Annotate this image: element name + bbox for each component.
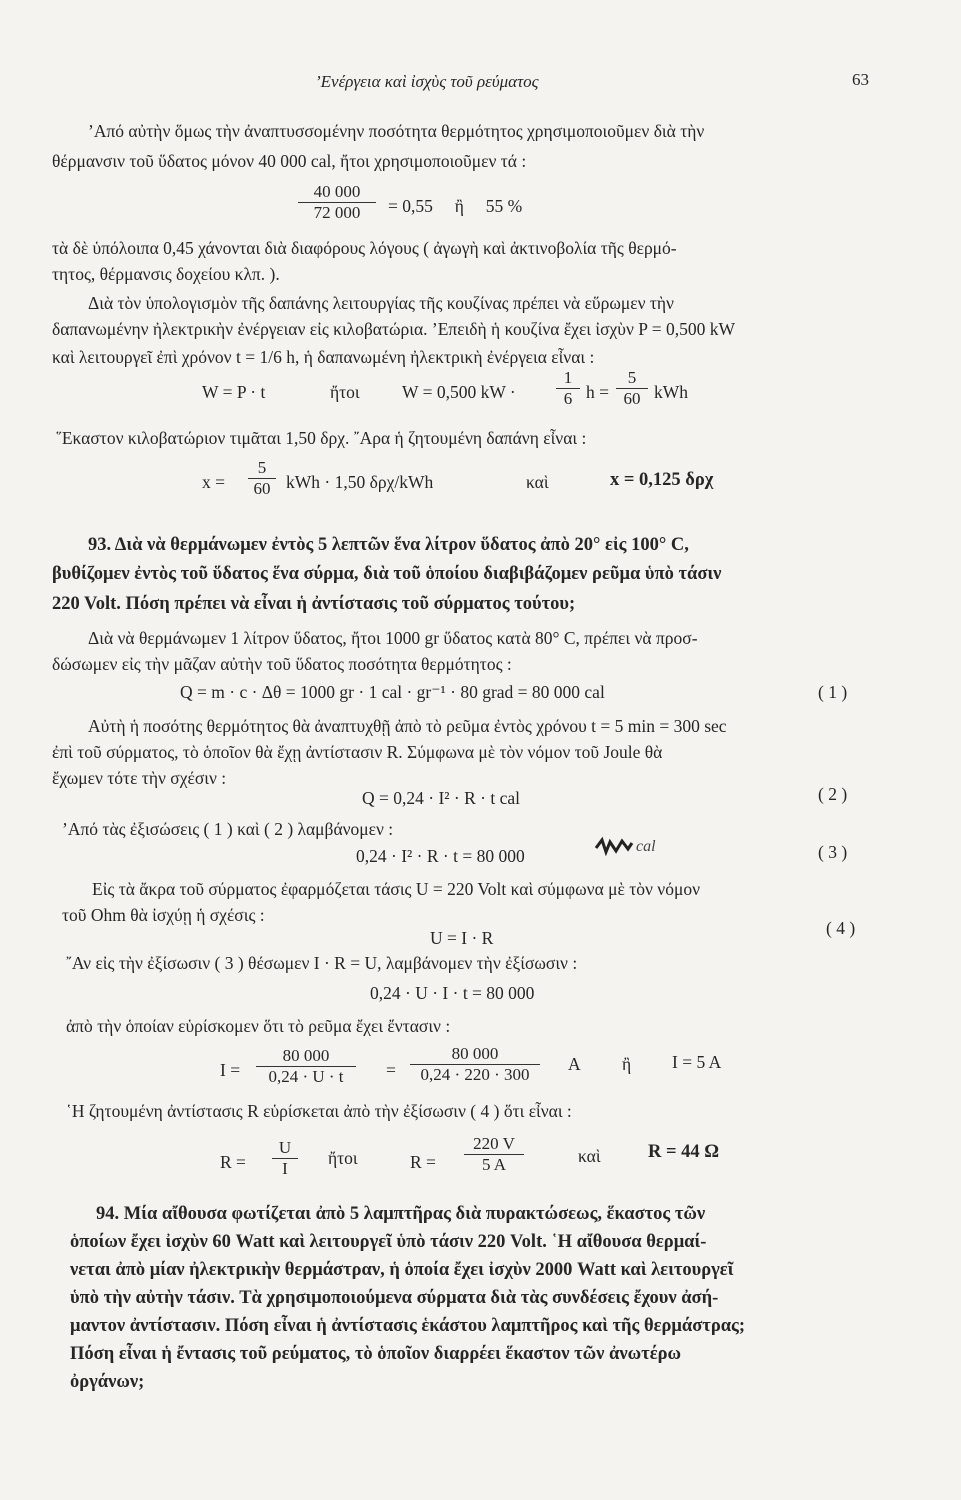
fraction-numerator: U [272,1138,298,1159]
problem-93-line: 93. Διὰ νὰ θερμάνωμεν ἐντὸς 5 λεπτῶν ἕνα λίτρον ὕδατος ἀπὸ 20° εἰς 100° C, [88,535,689,555]
text-line: δαπανωμένην ἠλεκτρικὴν ἐνέργειαν εἰς κιλοβατώρια. ’Επειδὴ ἡ κουζίνα ἔχει ἰσχὺν P = 0,500 kW [52,319,735,339]
efficiency-fraction [298,182,376,223]
text-line: ῎Αν εἰς τὴν ἐξίσωσιν ( 3 ) θέσωμεν I · R = U, λαμβάνομεν τὴν ἐξίσωσιν : [66,953,578,973]
fraction-numerator: 80 000 [410,1044,540,1065]
text-line: δώσωμεν εἰς τὴν μᾶζαν αὐτὴν τοῦ ὕδατος ποσότητα θερμότητος : [52,654,512,674]
cost-formula: kWh · 1,50 δρχ/kWh [286,472,434,492]
text-line: ’Από αὐτὴν ὅμως τὴν ἀναπτυσσομένην ποσότητα θερμότητος χρησιμοποιοῦμεν διὰ τὴν [88,121,705,141]
problem-94-line: ὑπὸ τὴν αὐτὴν τάσιν. Τὰ χρησιμοποιούμενα σύρματα διὰ τὰς συνδέσεις ἔχουν ἀσή- [70,1288,719,1308]
text-line: ῾Η ζητουμένη ἀντίστασις R εὑρίσκεται ἀπὸ τὴν ἐξίσωσιν ( 4 ) ὅτι εἶναι : [66,1101,572,1121]
resistance-calc: R = [410,1152,436,1172]
problem-93-line: 220 Volt. Πόση πρέπει νὰ εἶναι ἡ ἀντίστασις τοῦ σύρματος τούτου; [52,594,576,614]
equation-3-number: ( 3 ) [818,842,848,862]
text-line: ῞Εκαστον κιλοβατώριον τιμᾶται 1,50 δρχ. ῎Αρα ἡ ζητουμένη δαπάνη εἶναι : [56,428,587,448]
fraction-denominator: 6 [563,389,573,408]
handwritten-note: cal [636,838,656,855]
energy-calc: W = 0,500 kW · [402,382,516,402]
current-fraction-2 [410,1044,540,1085]
equation-3: 0,24 · I² · R · t = 80 000 [356,846,525,866]
one-sixth-fraction [556,368,580,409]
equation-5: 0,24 · U · I · t = 80 000 [370,983,535,1003]
current-result: I = 5 A [672,1052,722,1072]
text-line: τοῦ Ohm θὰ ἰσχύῃ ἡ σχέσις : [62,905,265,925]
fraction-denominator: 0,24 · 220 · 300 [420,1065,530,1084]
energy-formula: W = P · t [202,382,266,402]
running-header: ’Ενέργεια καὶ ἰσχὺς τοῦ ρεύματος [315,72,539,91]
equation-2-number: ( 2 ) [818,784,848,804]
ink-scribble [594,836,634,858]
kai-word: καὶ [526,472,549,492]
problem-93-line: βυθίζομεν ἐντὸς τοῦ ὕδατος ἕνα σύρμα, διὰ τοῦ ὁποίου διαβιβάζομεν ρεῦμα ὑπὸ τάσιν [52,564,722,584]
problem-94-line: ὁποίων ἔχει ἰσχὺν 60 Watt καὶ λειτουργεῖ ὑπὸ τάσιν 220 Volt. ῾Η αἴθουσα θερμαί- [70,1232,707,1252]
hour-unit: h = [586,382,609,402]
text-line: ἐπὶ τοῦ σύρματος, τὸ ὁποῖον θὰ ἔχῃ ἀντίστασιν R. Σύμφωνα μὲ τὸν νόμον τοῦ Joule θὰ [52,742,663,762]
problem-94-line: νεται ἀπὸ μίαν ἠλεκτρικὴν θερμάστραν, ἡ ὁποία ἔχει ἰσχὺν 2000 Watt καὶ λειτουργεῖ [70,1260,734,1280]
cost-formula-left: x = [202,472,225,492]
equation-2: Q = 0,24 · I² · R · t cal [362,788,520,808]
problem-94-line: Πόση εἶναι ἡ ἔντασις τοῦ ρεύματος, τὸ ὁποῖον διαρρέει ἕκαστον τῶν ἀνωτέρω [70,1344,682,1364]
equation-1: Q = m · c · Δθ = 1000 gr · 1 cal · gr⁻¹ · 80 grad = 80 000 cal [180,682,605,702]
current-fraction-1 [256,1046,356,1087]
equation-1-number: ( 1 ) [818,682,848,702]
resistance-formula-left: R = [220,1152,246,1172]
fraction-denominator: I [282,1159,288,1178]
text-line: καὶ λειτουργεῖ ἐπὶ χρόνον t = 1/6 h, ἡ δαπανωμένη ἠλεκτρικὴ ἐνέργεια εἶναι : [52,347,595,367]
problem-94-line: ὀργάνων; [70,1372,145,1392]
fraction-numerator: 5 [616,368,648,389]
equation-4: U = I · R [430,928,494,948]
kwh-unit: kWh [654,382,689,402]
text-line: Διὰ τὸν ὑπολογισμὸν τῆς δαπάνης λειτουργίας τῆς κουζίνας πρέπει νὰ εὕρωμεν τὴν [88,293,674,313]
five-sixtieths-fraction [616,368,648,409]
text-line: ἔχωμεν τότε τὴν σχέσιν : [52,768,227,788]
fraction-denominator: 60 [253,479,271,498]
text-line: Εἰς τὰ ἄκρα τοῦ σύρματος ἐφαρμόζεται τάσις U = 220 Volt καὶ σύμφωνα μὲ τὸν νόμον [92,879,700,899]
fraction-numerator: 40 000 [298,182,376,203]
fraction-denominator: 0,24 · U · t [268,1067,344,1086]
fraction-numerator: 80 000 [256,1046,356,1067]
text-line: ’Από τὰς ἐξισώσεις ( 1 ) καὶ ( 2 ) λαμβάνομεν : [62,819,394,839]
page-number: 63 [852,70,869,89]
fraction-numerator: 220 V [464,1134,524,1155]
fraction-denominator: 72 000 [313,203,361,222]
etoi-word: ἤτοι [330,382,360,402]
problem-94-line: μαντον ἀντίστασιν. Πόση εἶναι ἡ ἀντίστασις ἑκάστου λαμπτῆρος καὶ τῆς θερμάστρας; [70,1316,746,1336]
ampere-unit: A [568,1054,581,1074]
text-line: τητος, θέρμανσις δοχείου κλπ. ). [52,264,280,284]
kai-word: καὶ [578,1146,601,1166]
text-line: Αὐτὴ ἡ ποσότης θερμότητος θὰ ἀναπτυχθῇ ἀπὸ τὸ ρεῦμα ἐντὸς χρόνου t = 5 min = 300 sec [88,716,727,736]
etoi-word: ἤτοι [328,1148,358,1168]
text-line: τὰ δὲ ὑπόλοιπα 0,45 χάνονται διὰ διαφόρους λόγους ( ἀγωγὴ καὶ ἀκτινοβολία τῆς θερμό- [52,238,677,258]
scribble-icon [594,836,634,858]
u-over-i-fraction [272,1138,298,1179]
efficiency-result: = 0,55 ἢ 55 % [388,196,523,216]
or-word: ἢ [622,1054,632,1074]
resistance-result: R = 44 Ω [648,1142,720,1162]
fraction-denominator: 5 A [481,1155,507,1174]
fraction-numerator: 1 [556,368,580,389]
equation-4-number: ( 4 ) [826,918,856,938]
cost-fraction [248,458,276,499]
fraction-numerator: 5 [248,458,276,479]
problem-94-line: 94. Μία αἴθουσα φωτίζεται ἀπὸ 5 λαμπτῆρας διὰ πυρακτώσεως, ἕκαστος τῶν [96,1204,706,1224]
fraction-denominator: 60 [623,389,641,408]
text-line: θέρμανσιν τοῦ ὕδατος μόνον 40 000 cal, ἤτοι χρησιμοποιοῦμεν τά : [52,151,527,171]
current-formula-left: I = [220,1060,241,1080]
text-line: Διὰ νὰ θερμάνωμεν 1 λίτρον ὕδατος, ἤτοι 1000 gr ὕδατος κατὰ 80° C, πρέπει νὰ προσ- [88,628,698,648]
resistance-fraction [464,1134,524,1175]
equals-sign: = [386,1060,396,1080]
text-line: ἀπὸ τὴν ὁποίαν εὑρίσκομεν ὅτι τὸ ρεῦμα ἔχει ἔντασιν : [66,1016,451,1036]
cost-result: x = 0,125 δρχ [610,470,714,490]
